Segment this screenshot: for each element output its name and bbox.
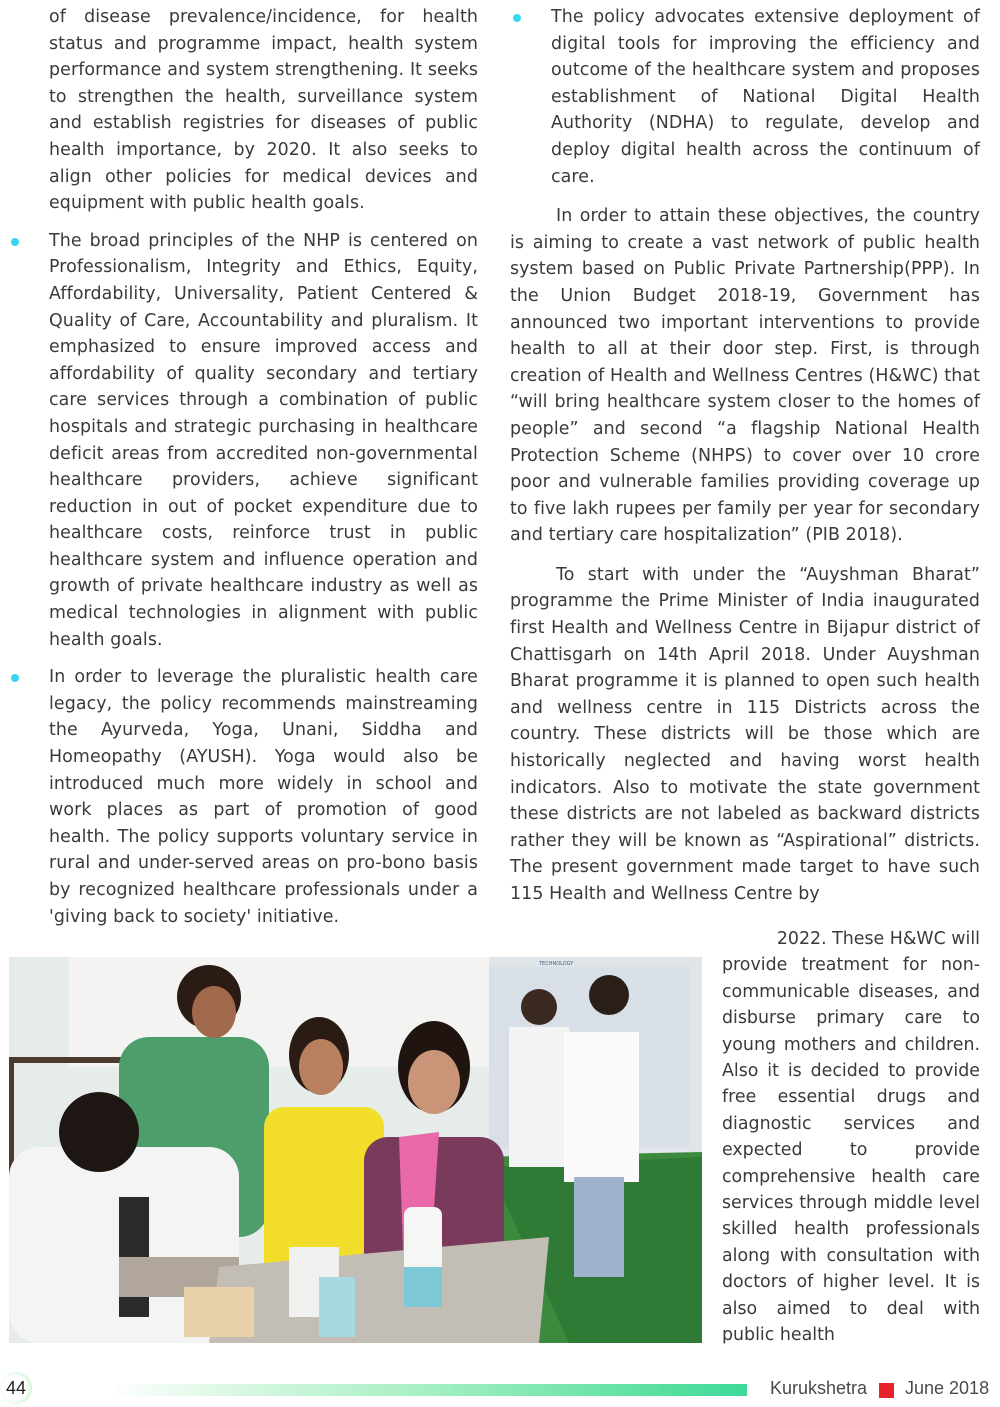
left-column [8, 0, 478, 930]
continued-paragraph: of disease prevalence/incidence, for health status and programme impact, health system performance and system strengthening. It seeks to strengthen the health, surveillance system and establish registries for diseases of public health importance, by 2020. It also seeks to align other policies for medical devices and equipment with public health goals. [49, 7, 478, 214]
bullet-text: The broad principles of the NHP is centered on Professionalism, Integrity and Ethics, Equity, Affordability, Universality, Patient Centered & Quality of Care, Accountability and pluralism. It emphasized to ensure improved access and affordability of quality secondary and tertiary care services through a combination of public hospitals and strategic purchasing in healthcare deficit areas from accredited non-governmental healthcare providers, achieve significant reduction in out of pocket expenditure due to healthcare costs, reinforce trust in public healthcare system and influence operation and growth of private healthcare industry as well as medical technologies in alignment with public health goals. [49, 230, 478, 650]
paragraph-ayushman-bharat: To start with under the “Auyshman Bharat” programme the Prime Minister of India inaugurated first Health and Wellness Centre in Bijapur district of Chattisgarh on 14th April 2018. Under Auyshman Bharat programme it is planned to open such health and wellness centre in 115 Districts across the country. These districts will be those which are historically neglected and having worst health indicators. Also to motivate the state government these districts are not labeled as backward districts rather they will be known as “Aspirational” districts. The present government made target to have such 115 Health and Wellness Centre by [510, 564, 980, 904]
bullet-item-nhp-principles [8, 228, 478, 654]
wrapped-text-beside-photo [722, 926, 980, 1349]
banner-text: TECHNOLOGY [539, 961, 574, 967]
wrapped-paragraph: provide treatment for non-communicable diseases, and disburse primary care to young mothers and children. Also it is decided to provide free essential drugs and diagnostic services and expected to provide comprehensive health care services through middle level skilled health professionals along with consultation with doctors of higher level. It is also aimed to deal with public health [722, 955, 980, 1346]
page-number: 44 [0, 1372, 32, 1404]
issue-date: June 2018 [905, 1378, 990, 1398]
paragraph-objectives: In order to attain these objectives, the country is aiming to create a vast network of public health system based on Public Private Partnership(PPP). In the Union Budget 2018-19, Government has announced two important interventions to provide health to all at their door step. First, is through creation of Health and Wellness Centres (H&WC) that “will bring healthcare system closer to the homes of people” and second “a flagship National Health Protection Scheme (NHPS) to cover over 10 crore poor and vulnerable families providing coverage up to five lakh rupees per family per year for secondary and tertiary care hospitalization” (PIB 2018). [510, 206, 980, 546]
photo-illustration [9, 957, 702, 1343]
bullet-dot-icon [513, 14, 521, 22]
bullet-dot-icon [11, 238, 19, 246]
wrapped-first-line: 2022. These H&WC will [776, 929, 980, 949]
footer-gradient-bar [110, 1384, 747, 1396]
bullet-item-ayush [8, 664, 478, 930]
bullet-text: In order to leverage the pluralistic health care legacy, the policy recommends mainstreaming the Ayurveda, Yoga, Unani, Siddha and Homeopathy (AYUSH). Yoga would also be introduced much more widely in school and work places as part of promotion of good health. The policy supports voluntary service in rural and under-served areas on pro-bono basis by recognized healthcare professionals under a 'giving back to society' initiative. [49, 667, 478, 927]
magazine-name: Kurukshetra [770, 1378, 868, 1398]
bullet-text: The policy advocates extensive deployment of digital tools for improving the efficiency and outcome of the healthcare system and proposes establishment of National Digital Health Authority (NDHA) to regulate, develop and deploy digital health across the continuum of care. [551, 7, 980, 187]
separator-square-icon [879, 1383, 894, 1398]
bullet-dot-icon [11, 674, 19, 682]
right-column [510, 0, 980, 908]
bullet-item-digital-health [510, 4, 980, 190]
health-camp-photo [9, 957, 702, 1343]
